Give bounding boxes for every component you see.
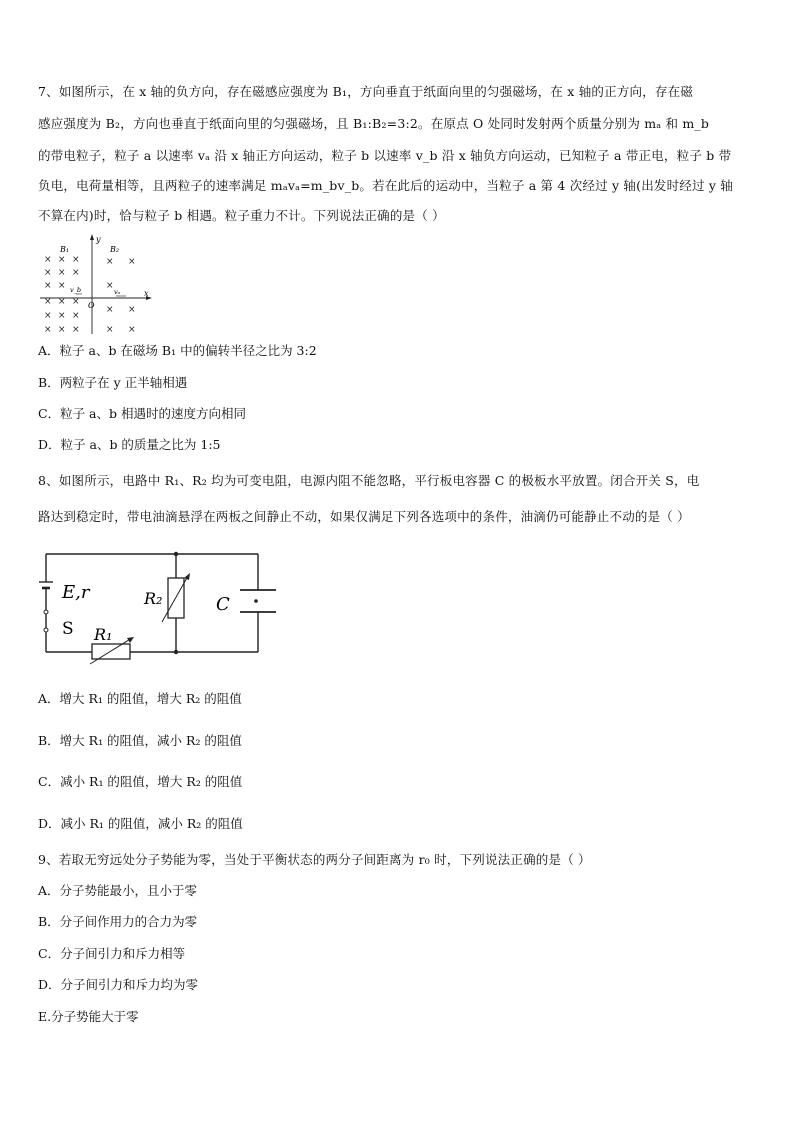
q9-line-1: 9、若取无穷远处分子势能为零，当处于平衡状态的两分子间距离为 r₀ 时，下列说法正确的是（ ） — [38, 852, 591, 867]
switch-contact-top — [44, 610, 48, 614]
svg-text:×: × — [58, 311, 66, 321]
svg-text:×: × — [72, 255, 80, 265]
origin-label: O — [88, 301, 95, 310]
switch-contact-bottom — [44, 628, 48, 632]
svg-text:×: × — [106, 325, 114, 335]
svg-text:×: × — [44, 268, 52, 278]
vb-label: v_b — [70, 286, 82, 294]
battery-label: E,r — [62, 582, 90, 603]
q7-line-5: 不算在内)时，恰与粒子 b 相遇。粒子重力不计。下列说法正确的是（ ） — [38, 208, 445, 223]
svg-text:×: × — [128, 325, 136, 335]
q8-line-1: 8、如图所示，电路中 R₁、R₂ 均为可变电阻，电源内阻不能忽略，平行板电容器 C 的极板水平放置。闭合开关 S，电 — [38, 473, 700, 488]
q7-line-4: 负电，电荷量相等，且两粒子的速率满足 mₐvₐ=m_bv_b。若在此后的运动中，当粒子 a 第 4 次经过 y 轴(出发时经过 y 轴 — [38, 178, 734, 193]
y-axis-label: y — [96, 235, 101, 244]
q7-line-3: 的带电粒子，粒子 a 以速率 vₐ 沿 x 轴正方向运动，粒子 b 以速率 v_b 沿 x 轴负方向运动，已知粒子 a 带正电，粒子 b 带 — [38, 148, 732, 163]
svg-text:×: × — [44, 281, 52, 291]
b2-label: B₂ — [110, 245, 120, 254]
oil-drop — [254, 599, 258, 603]
junction-bottom — [174, 650, 178, 654]
q9-option-e[interactable]: E.分子势能大于零 — [38, 1009, 139, 1024]
q7-line-1: 7、如图所示，在 x 轴的负方向，存在磁感应强度为 B₁，方向垂直于纸面向里的匀强磁场，在 x 轴的正方向，存在磁 — [38, 84, 694, 99]
svg-text:×: × — [72, 325, 80, 335]
q7-option-c[interactable]: C．粒子 a、b 相遇时的速度方向相同 — [38, 406, 246, 421]
q9-option-b[interactable]: B．分子间作用力的合力为零 — [38, 914, 198, 929]
capacitor-label: C — [216, 594, 230, 615]
svg-text:×: × — [128, 257, 136, 267]
q7-option-d[interactable]: D．粒子 a、b 的质量之比为 1:5 — [38, 437, 221, 452]
y-axis-arrow — [90, 234, 94, 240]
q9-option-d[interactable]: D．分子间引力和斥力均为零 — [38, 977, 199, 992]
junction-top — [174, 552, 178, 556]
r2-label: R₂ — [144, 589, 163, 608]
svg-text:×: × — [72, 311, 80, 321]
r2-arrow-head — [184, 573, 190, 580]
svg-text:×: × — [106, 305, 114, 315]
circuit-figure — [36, 548, 280, 672]
svg-text:×: × — [44, 311, 52, 321]
svg-text:×: × — [106, 281, 114, 291]
svg-text:×: × — [58, 325, 66, 335]
q8-option-a[interactable]: A．增大 R₁ 的阻值，增大 R₂ 的阻值 — [38, 691, 242, 706]
svg-text:×: × — [58, 255, 66, 265]
q7-line-2: 感应强度为 B₂，方向也垂直于纸面向里的匀强磁场，且 B₁:B₂=3:2。在原点 O 处同时发射两个质量分别为 mₐ 和 m_b — [38, 116, 710, 131]
switch-label: S — [62, 619, 74, 639]
left-field-crosses — [44, 255, 80, 335]
q8-line-2: 路达到稳定时，带电油滴悬浮在两板之间静止不动，如果仅满足下列各选项中的条件，油滴仍可能静止不动的是（ ） — [38, 509, 690, 524]
b1-label: B₁ — [60, 245, 70, 254]
svg-text:×: × — [58, 281, 66, 291]
svg-text:×: × — [128, 305, 136, 315]
r1-label: R₁ — [94, 625, 113, 644]
q7-option-a[interactable]: A．粒子 a、b 在磁场 B₁ 中的偏转半径之比为 3:2 — [38, 343, 317, 358]
svg-text:×: × — [72, 297, 80, 307]
q8-option-b[interactable]: B．增大 R₁ 的阻值，减小 R₂ 的阻值 — [38, 733, 242, 748]
svg-text:×: × — [106, 257, 114, 267]
svg-text:×: × — [58, 297, 66, 307]
svg-text:×: × — [44, 297, 52, 307]
q8-option-c[interactable]: C．减小 R₁ 的阻值，增大 R₂ 的阻值 — [38, 774, 243, 789]
q8-option-d[interactable]: D．减小 R₁ 的阻值，减小 R₂ 的阻值 — [38, 816, 243, 831]
x-axis-label: x — [144, 289, 149, 298]
q7-option-b[interactable]: B．两粒子在 y 正半轴相遇 — [38, 375, 188, 390]
svg-text:×: × — [72, 268, 80, 278]
svg-text:×: × — [44, 325, 52, 335]
q9-option-c[interactable]: C．分子间引力和斥力相等 — [38, 946, 186, 961]
svg-text:×: × — [58, 268, 66, 278]
magnetic-field-figure — [36, 230, 156, 336]
svg-text:×: × — [44, 255, 52, 265]
va-label: vₐ — [114, 288, 121, 296]
q9-option-a[interactable]: A．分子势能最小，且小于零 — [38, 883, 198, 898]
